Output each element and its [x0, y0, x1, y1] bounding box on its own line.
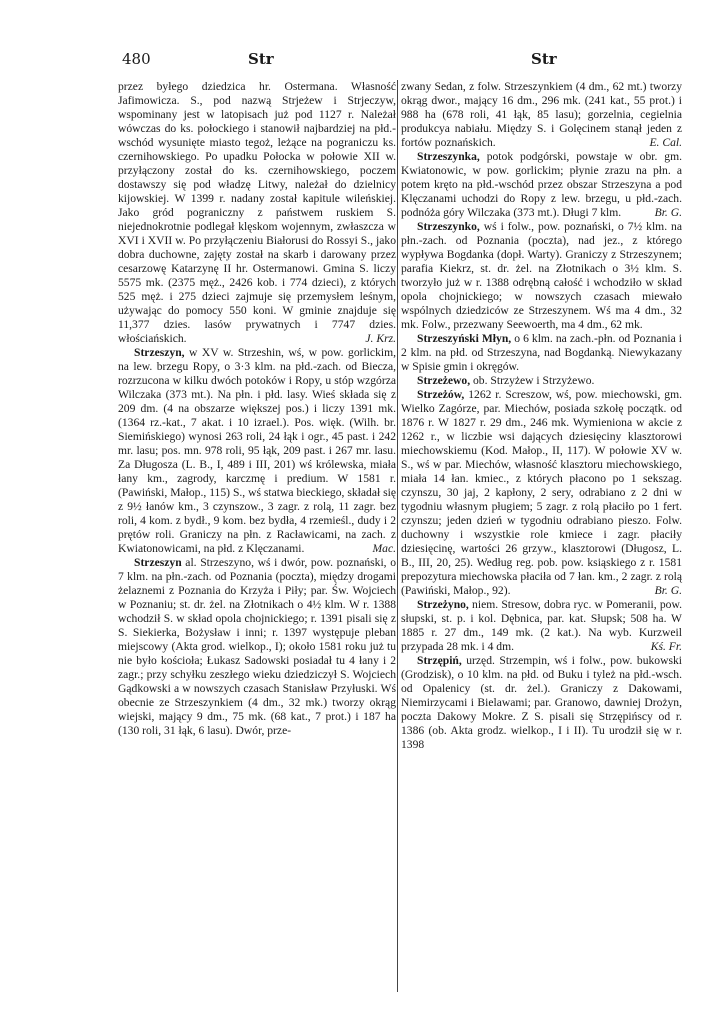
entry-strzeszynko — [401, 220, 682, 332]
entry-strzezow — [401, 388, 682, 598]
entry-strzeszynka — [401, 150, 682, 220]
entry-strzeszyn-gorlicki — [118, 346, 396, 556]
entry-text: zwany Sedan, z folw. Strzeszynkiem (4 dm., 62 mt.) tworzy okrąg dwor., mający 16 dm., 296 mk. (241 kat., 55 prot.) i 988 ha (678 roli, 41 łąk, 85 lasu); gorzelnia, cegielnia produkcya nabiału. Między S. i Golęcinem stanął jeden z fortów poznańskich. — [401, 80, 682, 149]
column-divider — [397, 80, 398, 992]
author-signature: E. Cal. — [649, 136, 682, 149]
author-signature: Mac. — [372, 542, 396, 555]
entry-headword: Strzeszyn — [134, 556, 182, 569]
entry-text: o 6 klm. na zach.-płn. od Poznania i 2 klm. na płd. od Strzeszyna, nad Bogdanką. Niewykazany w Spisie gmin i okręgów. — [401, 332, 682, 373]
author-signature: Br. G. — [654, 584, 682, 597]
entry-headword: Strzeżów, — [417, 388, 465, 401]
entry-strzeszynski-mlyn — [401, 332, 682, 374]
author-signature: Kś. Fr. — [650, 640, 682, 653]
right-column — [401, 80, 682, 752]
entry-text: al. Strzeszyno, wś i dwór, pow. poznański, o 7 klm. na płn.-zach. od Poznania (poczta), między drogami żelaznemi z Poznania do Krzyża i Piły; par. Św. Wojciech w Poznaniu; st. dr. żel. na Złotnikach o 4½ klm. W r. 1388 wchodził S. w skład opola chojnickiego; r. 1391 pisali się z S. Siekierka, Bożysław i inni; r. 1397 występuje pleban miejscowy (Akta grod. wielkop., I); około 1581 roku już tu nie było kościoła; Łukasz Sadowski posiadał tu 4 łany i 2 zagr.; przy schyłku zeszłego wieku dziedziczył S. Wojciech Gądkowski a w nowszych czasach Stanisław Przyłuski. Wś obecnie ze Strzeszynkiem (4 dm., 32 mk.) tworzy okrąg wiejski, mający 9 dm., 75 mk. (68 kat., 7 prot.) i 187 ha (130 roli, 31 łąk, 6 lasu). Dwór, prze- — [118, 556, 396, 737]
entry-text: przez byłego dziedzica hr. Ostermana. Własność Jafimowicza. S., pod nazwą Strjeżew i Strjeczyw, wspominany jest w latopisach już pod 1127 r. Należał wówczas do ks. połockiego i stanowił najbardziej na płd.-wschód wysunięte miasto tegoż, leżące na pograniczu ks. czernihowskiego. Po upadku Połocka w połowie XII w. przyłączony został do ks. czernihowskiego, poczem dostawszy się pod władzę Litwy, należał do dzielnicy kijowskiej. W 1399 r. nadany został kapitule wileńskiej. Jako gród pograniczny z państwem ruskiem S. niejednokrotnie podlegał klęskom wojennym, zwłaszcza w XVI i XVII w. Po przyłączeniu Białorusi do Rossyi S., jako dobra duchowne, zajęty został na skarb i darowany przez cesarzowę Katarzynę II hr. Ostermanowi. Gmina S. liczy 5575 mk. (2375 męż., 2426 kob. i 774 dzieci), z których 525 męż. i 275 dzieci zajmuje się przemysłem leśnym, używając do pomocy 550 koni. W gminie znajduje się 11,377 dzies. lasów prywatnych i 7747 dzies. włościańskich. — [118, 80, 396, 345]
entry-headword: Strzeszyn, — [134, 346, 185, 359]
running-head-right: Str — [531, 50, 557, 68]
author-signature: J. Krz. — [365, 332, 396, 345]
entry-strzezyno — [401, 598, 682, 654]
entry-text: urzęd. Strzempin, wś i folw., pow. bukowski (Grodzisk), o 10 klm. na płd. od Buku i tyleż na płd.-wsch. od Opalenicy (st. dr. żel.). Graniczy z Dakowami, Niemirzycami i Bielawami; par. Granowo, dawniej Drożyn, poczta Dakowy Mokre. Z S. pisali się Strzępińscy od r. 1386 (ob. Akta grodz. wielkop., I i II). Tu urodził się w r. 1398 — [401, 654, 682, 751]
entry-text: w XV w. Strzeshin, wś, w pow. gorlickim, na lew. brzegu Ropy, o 3·3 klm. na płd.-zach. od Biecza, rozrzucona w kilku dwóch potoków i Ropy, u stóp wzgórza Wilczaka (373 mt.). Na płn. i płd. lasy. Wieś składa się z 209 dm. (4 na obszarze większej pos.) i liczy 1391 mk. (1364 rz.-kat., 7 akat. i 10 izrael.). Pos. więk. (Wilh. br. Siemińskiego) wynosi 263 roli, 24 łąk i ogr., 45 past. i 242 mr. lasu; pos. mn. 978 roli, 95 łąk, 209 past. i 267 mr. lasu. Za Długosza (L. B., I, 489 i III, 201) wś królewska, miała łany km., zagrody, karczmę i predium. W 1581 r. (Pawiński, Małop., 115) S., wś statwa bieckiego, składał się z 9½ łanów km., 3 czynszow., 3 zagr. z rolą, 11 zagr. bez roli, 4 kom. z bydł., 9 kom. bez bydła, 4 rzemieśl., dudy i 2 prętów roli. Graniczy na płn. z Racławicami, na zach. z Kwiatonowicami, na płd. z Klęczanami. — [118, 346, 396, 555]
entry-text: wś i folw., pow. poznański, o 7½ klm. na płn.-zach. od Poznania (poczta), nad jez., z którego wypływa Bogdanka (dopł. Warty). Graniczy z Strzeszynem; parafia Kiekrz, st. dr. żel. na Złotnikach o 3½ klm. S. tworzyło już w r. 1388 odrębną całość i wchodziło w skład opola chojnickiego; w nowszych czasach miewało wspólnych dziedziców ze Strzeszynem. Wś ma 4 dm., 32 mk. Folw., przezwany Seewoerth, ma 4 dm., 62 mk. — [401, 220, 682, 331]
entry-text: niem. Stresow, dobra ryc. w Pomeranii, pow. słupski, st. p. i kol. Dębnica, par. kat. Słupsk; 508 ha. W 1885 r. 27 dm., 149 mk. (2 kat.). Na wyb. Kurzweil przypada 28 mk. i 4 dm. — [401, 598, 682, 653]
entry-strzepin — [401, 654, 682, 752]
entry-strzeszyn-poznanski — [118, 556, 396, 738]
entry-headword: Strzępiń, — [417, 654, 462, 667]
author-signature: Br. G. — [654, 206, 682, 219]
entry-continuation — [118, 80, 396, 346]
running-head-left: Str — [248, 50, 274, 68]
entry-headword: Strzeszyński Młyn, — [417, 332, 512, 345]
page-header — [0, 50, 720, 72]
entry-headword: Strzeszynka, — [417, 150, 480, 163]
entry-text: ob. Strzyżew i Strzyżewo. — [470, 374, 595, 387]
entry-headword: Strzeżewo, — [417, 374, 471, 387]
page-number: 480 — [122, 50, 151, 68]
entry-text: 1262 r. Screszow, wś, pow. miechowski, gm. Wielko Zagórze, par. Miechów, posiada szkołę początk. od 1876 r. W 1827 r. 29 dm., 246 mk. Wymieniona w akcie z 1262 r., w liczbie wsi dających dziesięciny klasztorowi miechowskiemu (Kod. Małop., II, 117). W połowie XV w. S., wś w par. Miechów, własność klasztoru miechowskiego, miała 14 łan. kmiec., z których płacono po 1 sekszag. czynszu, 30 jaj, 2 kapłony, 2 sery, odrabiano z 2 dni w tygodniu własnym pługiem; 5 zagr. z rolą płaciło po 1 fert. czynszu; jeden dzień w tygodniu odrabiano pieszo. Folw. duchowny i wszystkie role kmiece i zagr. płaciły dziesięcinę, wartości 26 grzyw., klasztorowi (Długosz, L. B., III, 20, 25). Według reg. pob. pow. ksiąskiego z r. 1581 prepozytura miechowska płaciła od 7 łan. km., 2 zagr. z rolą (Pawiński, Małop., 92). — [401, 388, 682, 597]
entry-headword: Strzeżyno, — [417, 598, 469, 611]
entry-continuation — [401, 80, 682, 150]
entry-text: potok podgórski, powstaje w obr. gm. Kwiatonowic, w pow. gorlickim; płynie zrazu na płn. a potem kręto na płd.-wschód przez obszar Strzeszyna a pod Klęczanami uchodzi do Ropy z lew. brzegu, u płd.-zach. podnóża góry Wilczaka (373 mt.). Długi 7 klm. — [401, 150, 682, 219]
entry-headword: Strzeszynko, — [417, 220, 480, 233]
entry-strzezewo — [401, 374, 682, 388]
left-column — [118, 80, 396, 738]
